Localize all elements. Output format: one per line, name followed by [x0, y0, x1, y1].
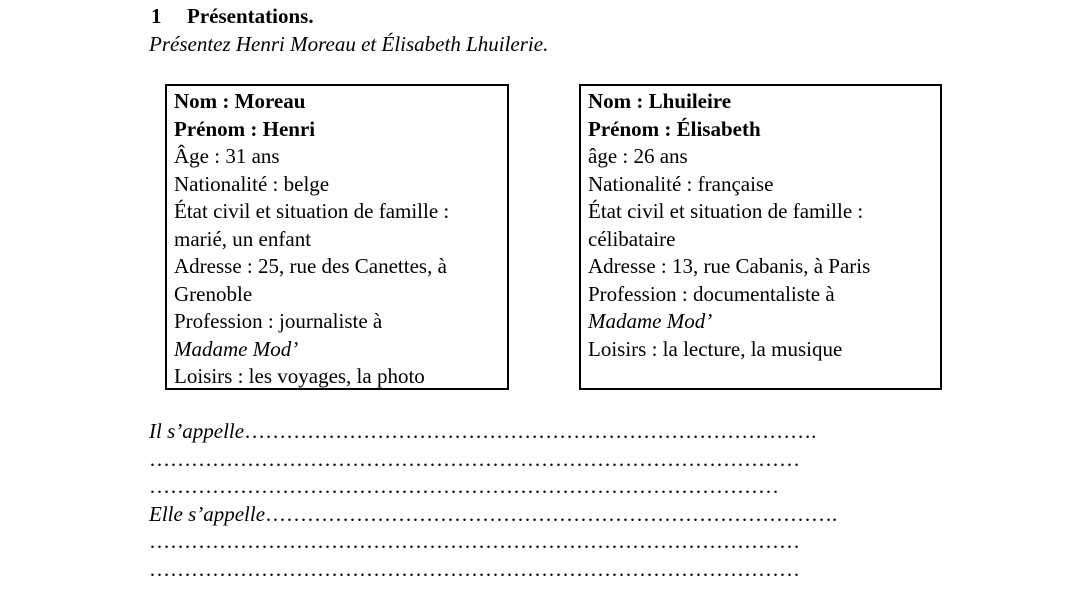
- exercise-title: Présentations.: [187, 4, 314, 28]
- profile-card-henri: [165, 84, 509, 390]
- card-nom: Nom : Lhuileire: [588, 89, 732, 113]
- exercise-instruction: Présentez Henri Moreau et Élisabeth Lhuilerie.: [149, 32, 549, 56]
- exercise-number: 1: [151, 4, 162, 28]
- card-prenom: Prénom : Henri: [174, 116, 316, 141]
- card-age: Âge : 31 ans: [174, 144, 280, 168]
- exercise-heading: [151, 4, 314, 28]
- answer-line[interactable]: …………………………………………………………………………………: [149, 556, 800, 581]
- card-profession: Profession : documentaliste à: [588, 281, 835, 306]
- card-nom: Nom : Moreau: [174, 89, 306, 113]
- card-age: âge : 26 ans: [588, 144, 688, 168]
- profile-card-elisabeth: [579, 84, 942, 390]
- card-nationalite: Nationalité : française: [588, 171, 774, 196]
- card-adresse-city: Grenoble: [174, 281, 253, 306]
- card-adresse: Adresse : 13, rue Cabanis, à Paris: [588, 254, 871, 278]
- card-etat-civil-value: marié, un enfant: [174, 226, 312, 251]
- answer-line-her[interactable]: [149, 501, 837, 529]
- card-etat-civil: État civil et situation de famille :: [588, 199, 864, 223]
- answer-line[interactable]: …………………………………………………………………………………: [149, 529, 800, 553]
- answer-line-him[interactable]: [149, 418, 837, 446]
- card-prenom: Prénom : Élisabeth: [588, 116, 761, 141]
- card-loisirs: Loisirs : la lecture, la musique: [588, 336, 843, 361]
- card-adresse: Adresse : 25, rue des Canettes, à: [174, 254, 447, 278]
- answer-dots: ……………………………………………………………………….: [244, 419, 817, 443]
- card-etat-civil-value: célibataire: [588, 226, 676, 251]
- card-etat-civil: État civil et situation de famille :: [174, 199, 450, 223]
- card-loisirs: Loisirs : les voyages, la photo: [174, 364, 425, 388]
- answer-lead-her: Elle s’appelle: [149, 501, 266, 526]
- card-profession-employer: Madame Mod’: [588, 309, 713, 333]
- card-profession-employer: Madame Mod’: [174, 336, 299, 361]
- answer-dots: ……………………………………………………………………….: [265, 501, 838, 526]
- card-nationalite: Nationalité : belge: [174, 171, 330, 196]
- answer-lead-him: Il s’appelle: [149, 419, 245, 443]
- card-profession: Profession : journaliste à: [174, 309, 383, 333]
- answer-line[interactable]: ………………………………………………………………………………: [149, 474, 779, 498]
- answer-line[interactable]: …………………………………………………………………………………: [149, 446, 800, 471]
- answer-section: [149, 418, 837, 583]
